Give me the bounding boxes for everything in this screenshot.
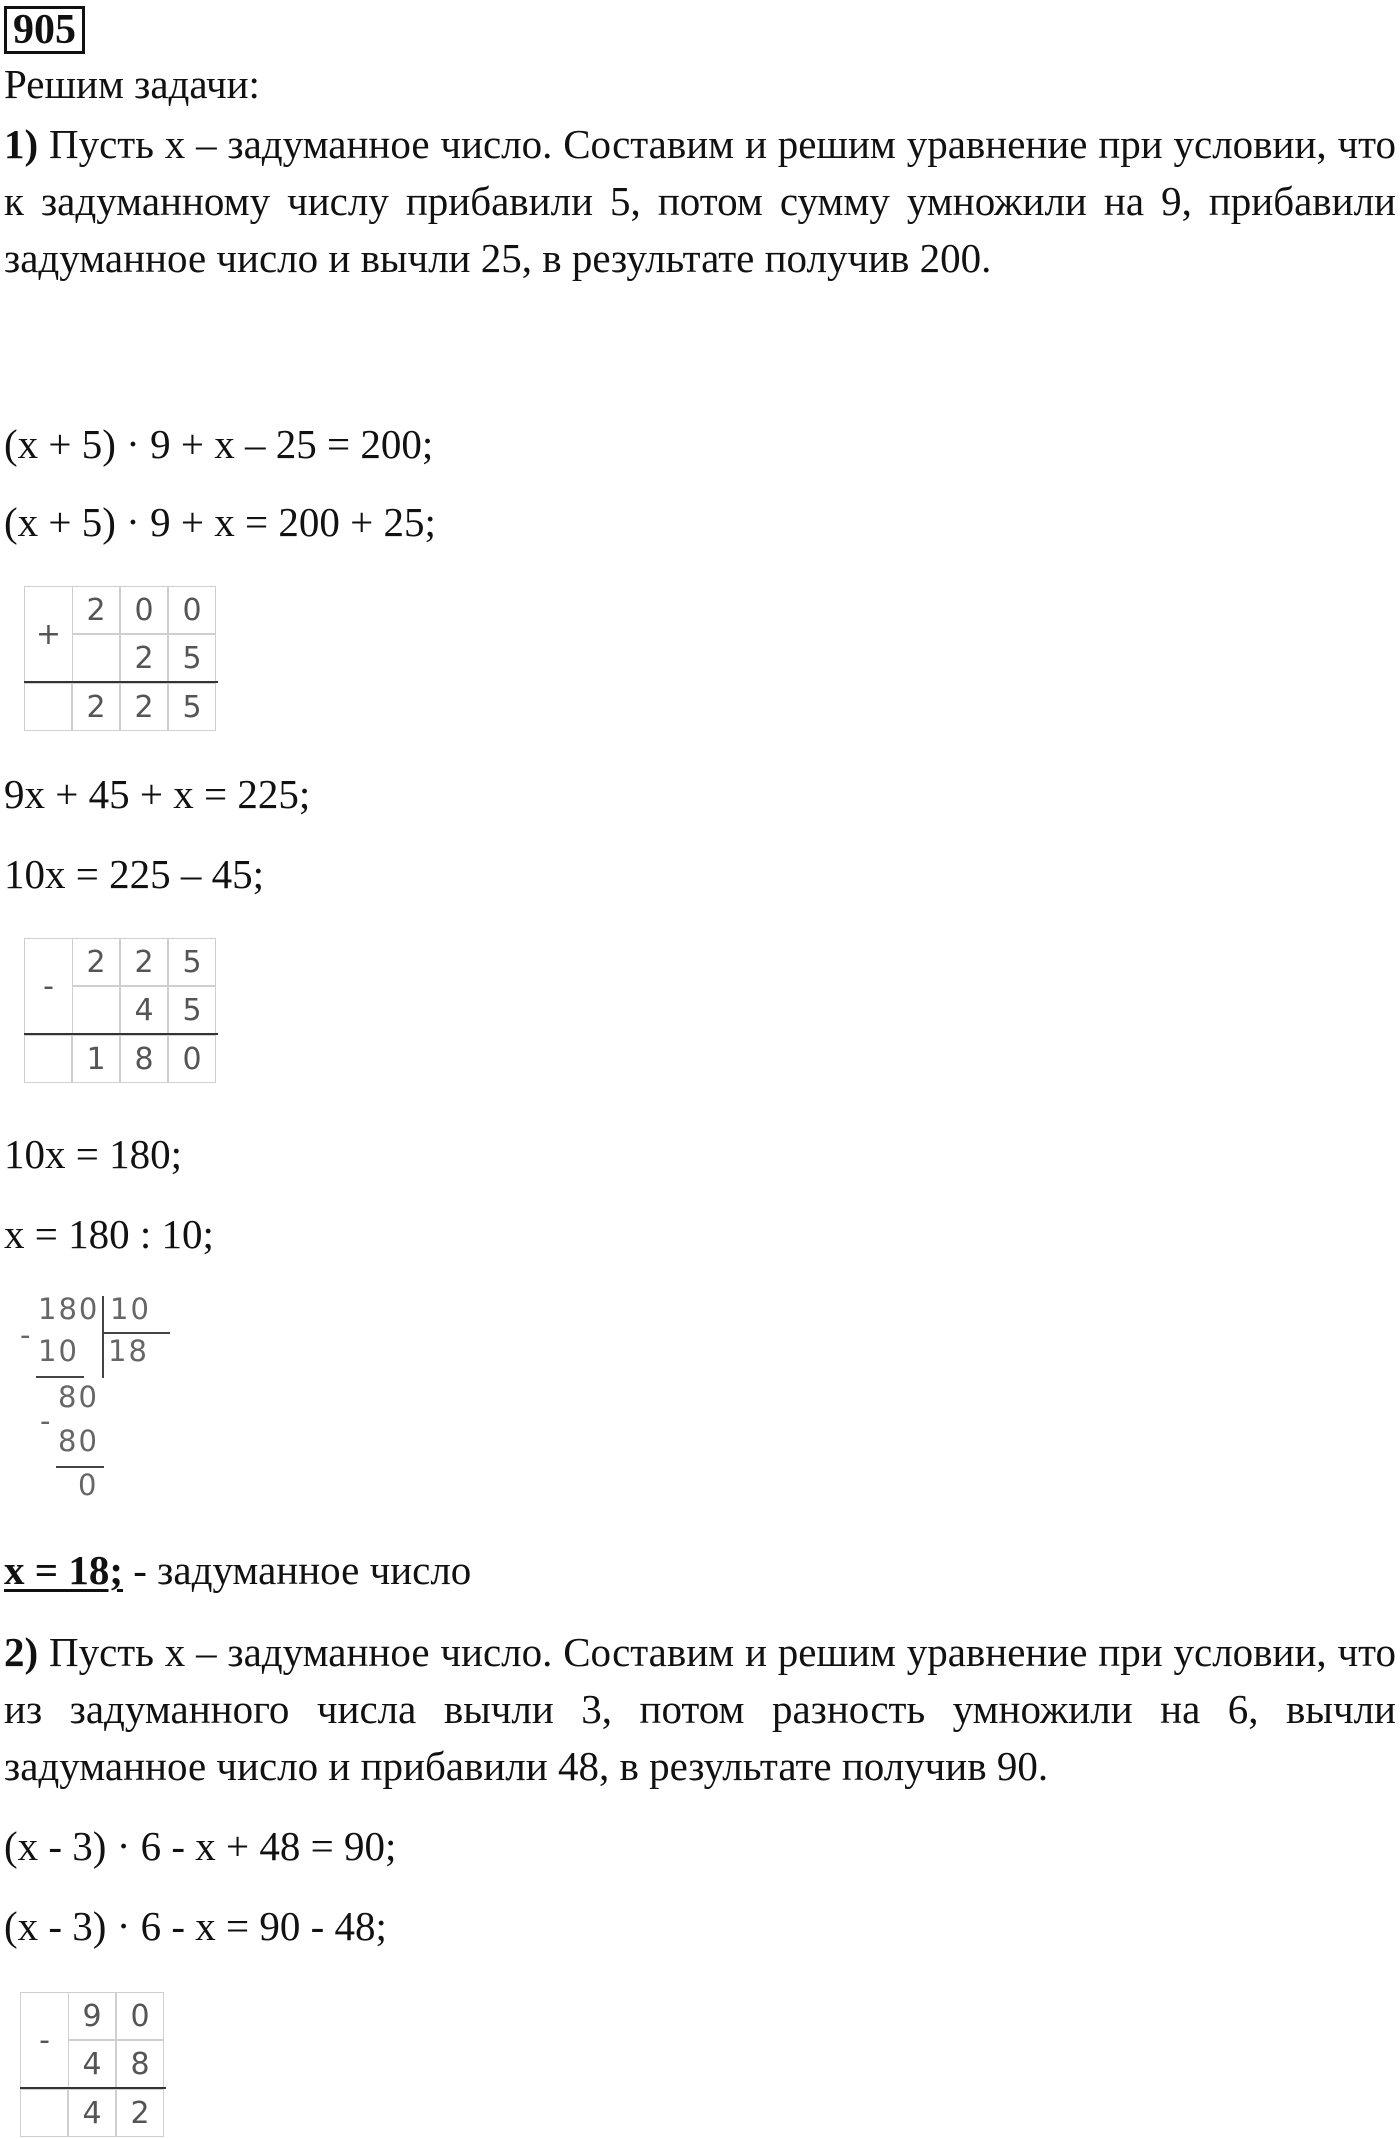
grid-cell: [72, 986, 120, 1034]
grid-cell: 2: [72, 683, 120, 731]
part2-equation-1: (x - 3) · 6 - x + 48 = 90;: [4, 1823, 397, 1869]
intro-text: Решим задачи:: [4, 61, 260, 107]
remainder-1: 80: [58, 1380, 99, 1414]
division-bar: [102, 1296, 104, 1378]
grid-cell: 8: [120, 1035, 168, 1083]
grid-cell: 5: [168, 938, 216, 986]
part1-answer-note: - задуманное число: [123, 1547, 472, 1593]
grid-cell: 5: [168, 683, 216, 731]
part1-equation-6: x = 180 : 10;: [4, 1211, 214, 1257]
part1-long-division: [18, 1292, 158, 1512]
part1-statement: [4, 116, 1396, 287]
divisor: 10: [110, 1292, 151, 1326]
quotient: 18: [108, 1334, 149, 1368]
grid-cell: 0: [168, 1035, 216, 1083]
part1-answer: x = 18;: [4, 1547, 124, 1593]
grid-cell: 4: [120, 986, 168, 1034]
minus-sign: -: [40, 1404, 53, 1438]
grid-cell: 4: [68, 2089, 116, 2137]
remainder-2: 0: [78, 1468, 99, 1502]
grid-cell: [72, 634, 120, 682]
grid-cell: [20, 2089, 68, 2137]
grid-cell: 2: [116, 2089, 164, 2137]
part1-equation-2: (x + 5) · 9 + x = 200 + 25;: [4, 499, 436, 545]
grid-cell: [24, 1035, 72, 1083]
grid-cell: 0: [168, 586, 216, 634]
grid-cell: 0: [116, 1992, 164, 2040]
grid-cell: 5: [168, 986, 216, 1034]
part1-answer-line: [4, 1542, 1396, 1599]
grid-cell: 2: [120, 634, 168, 682]
grid-sign: -: [24, 938, 72, 1034]
dividend: 180: [38, 1292, 100, 1326]
grid-cell: 2: [120, 683, 168, 731]
grid-cell: 0: [120, 586, 168, 634]
grid-cell: 4: [68, 2040, 116, 2088]
grid-sign: +: [24, 586, 72, 682]
grid-cell: [24, 683, 72, 731]
grid-cell: 2: [72, 938, 120, 986]
part1-equation-3: 9x + 45 + x = 225;: [4, 771, 311, 817]
part1-equation-4: 10x = 225 – 45;: [4, 851, 265, 897]
part1-label: 1): [4, 121, 39, 167]
grid-cell: 2: [72, 586, 120, 634]
part2-statement: [4, 1624, 1396, 1795]
minus-sign: -: [20, 1318, 33, 1352]
problem-number: 905: [4, 6, 85, 54]
subtrahend-1: 10: [38, 1334, 79, 1368]
subtract-line-1: [36, 1376, 84, 1378]
part2-text: Пусть x – задуманное число. Составим и решим уравнение при условии, что из задуманного числа вычли 3, потом разность умножили на 6, вычли задуманное число и прибавили 48, в результате получив 90.: [4, 1629, 1397, 1789]
grid-cell: 1: [72, 1035, 120, 1083]
part1-equation-1: (x + 5) · 9 + x – 25 = 200;: [4, 421, 434, 467]
part1-equation-5: 10x = 180;: [4, 1131, 183, 1177]
subtrahend-2: 80: [58, 1424, 99, 1458]
part1-text: Пусть x – задуманное число. Составим и решим уравнение при условии, что к задуманному числу прибавили 5, потом сумму умножили на 9, прибавили задуманное число и вычли 25, в результате получив 200.: [4, 121, 1397, 281]
grid-cell: 9: [68, 1992, 116, 2040]
grid-cell: 8: [116, 2040, 164, 2088]
grid-cell: 5: [168, 634, 216, 682]
grid-sign: -: [20, 1992, 68, 2088]
grid-cell: 2: [120, 938, 168, 986]
part2-equation-2: (x - 3) · 6 - x = 90 - 48;: [4, 1903, 387, 1949]
part2-label: 2): [4, 1629, 39, 1675]
